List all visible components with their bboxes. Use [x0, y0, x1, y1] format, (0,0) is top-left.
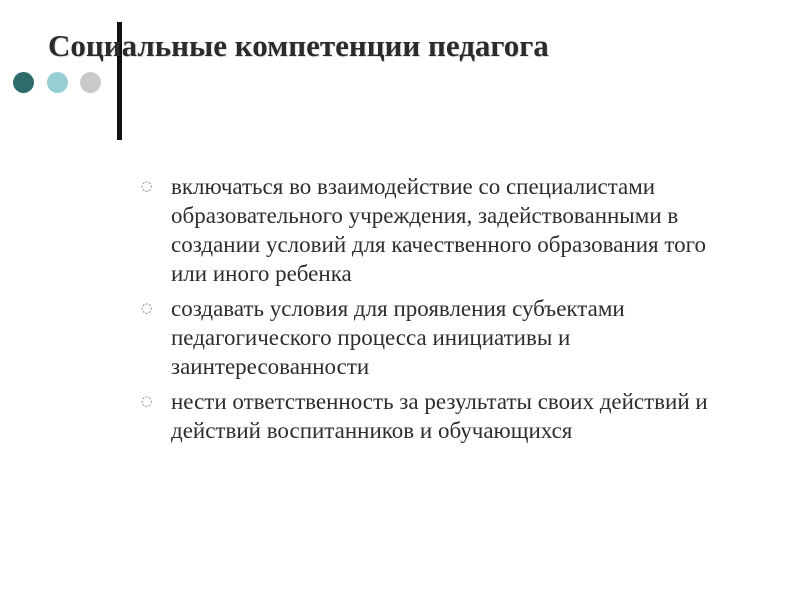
bullet-item: [141, 294, 761, 381]
bullet-item: [141, 387, 761, 445]
slide-title: Социальные компетенции педагога: [48, 28, 549, 63]
decor-dot-light-teal: [47, 72, 68, 93]
bullet-list: [141, 172, 761, 451]
bullet-item: [141, 172, 761, 288]
decor-dot-dark-teal: [13, 72, 34, 93]
bullet-marker-icon: ◌: [141, 179, 153, 194]
bullet-text: нести ответственность за результаты своих действий и действий воспитанников и обучающихся: [171, 389, 708, 443]
decor-dot-gray: [80, 72, 101, 93]
bullet-marker-icon: ◌: [141, 301, 153, 316]
bullet-text: включаться во взаимодействие со специалистами образовательного учреждения, задействованными в создании условий для качественного образования того или иного ребенка: [171, 174, 706, 286]
bullet-marker-icon: ◌: [141, 394, 153, 409]
bullet-text: создавать условия для проявления субъектами педагогического процесса инициативы и заинтересованности: [171, 296, 625, 379]
